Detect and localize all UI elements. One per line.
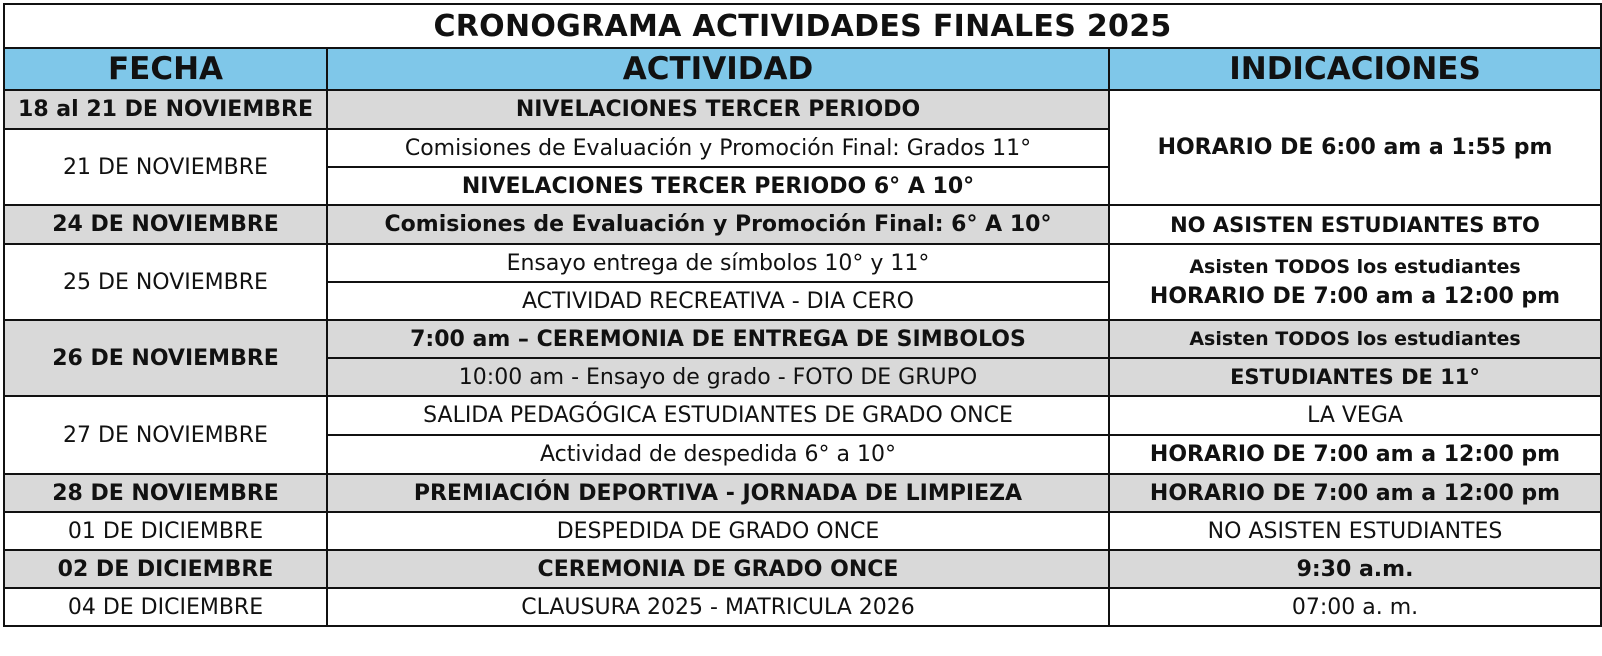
activity-cell: 7:00 am – CEREMONIA DE ENTREGA DE SIMBOLOS [327,320,1109,358]
table-row [4,396,1601,435]
indication-line: Asisten TODOS los estudiantes [1189,256,1521,278]
date-cell: 25 DE NOVIEMBRE [4,244,327,320]
header-indicaciones: INDICACIONES [1109,48,1601,90]
schedule-title: CRONOGRAMA ACTIVIDADES FINALES 2025 [4,4,1601,48]
date-cell: 28 DE NOVIEMBRE [4,474,327,512]
table-row [4,550,1601,588]
table-row [4,244,1601,282]
date-cell: 27 DE NOVIEMBRE [4,396,327,474]
date-cell: 21 DE NOVIEMBRE [4,129,327,205]
activity-cell: NIVELACIONES TERCER PERIODO [327,90,1109,129]
table-row [4,90,1601,129]
table-row [4,588,1601,626]
activity-cell: PREMIACIÓN DEPORTIVA - JORNADA DE LIMPIEZA [327,474,1109,512]
date-cell: 24 DE NOVIEMBRE [4,205,327,244]
title-row [4,4,1601,48]
header-row [4,48,1601,90]
activity-cell: NIVELACIONES TERCER PERIODO 6° A 10° [327,167,1109,205]
indication-cell: 9:30 a.m. [1109,550,1601,588]
activity-cell: DESPEDIDA DE GRADO ONCE [327,512,1109,550]
indication-cell: Asisten TODOS los estudiantes [1109,320,1601,358]
activity-cell: CEREMONIA DE GRADO ONCE [327,550,1109,588]
activity-cell: 10:00 am - Ensayo de grado - FOTO DE GRUPO [327,358,1109,396]
indication-cell: 07:00 a. m. [1109,588,1601,626]
activity-cell: Comisiones de Evaluación y Promoción Final: Grados 11° [327,129,1109,167]
date-cell: 01 DE DICIEMBRE [4,512,327,550]
activity-cell: CLAUSURA 2025 - MATRICULA 2026 [327,588,1109,626]
date-cell: 18 al 21 DE NOVIEMBRE [4,90,327,129]
table-row [4,205,1601,244]
indication-cell: HORARIO DE 6:00 am a 1:55 pm [1109,90,1601,205]
activity-cell: Actividad de despedida 6° a 10° [327,435,1109,474]
activity-cell: SALIDA PEDAGÓGICA ESTUDIANTES DE GRADO ONCE [327,396,1109,435]
activity-cell: ACTIVIDAD RECREATIVA - DIA CERO [327,282,1109,320]
indication-cell: HORARIO DE 7:00 am a 12:00 pm [1109,474,1601,512]
activity-cell: Ensayo entrega de símbolos 10° y 11° [327,244,1109,282]
activity-cell: Comisiones de Evaluación y Promoción Final: 6° A 10° [327,205,1109,244]
indication-cell: NO ASISTEN ESTUDIANTES BTO [1109,205,1601,244]
schedule-table [3,3,1602,627]
indication-cell: NO ASISTEN ESTUDIANTES [1109,512,1601,550]
header-actividad: ACTIVIDAD [327,48,1109,90]
table-row [4,474,1601,512]
schedule-document [3,3,1602,627]
indication-cell: ESTUDIANTES DE 11° [1109,358,1601,396]
date-cell: 02 DE DICIEMBRE [4,550,327,588]
indication-line: HORARIO DE 7:00 am a 12:00 pm [1149,284,1561,309]
date-cell: 26 DE NOVIEMBRE [4,320,327,396]
indication-cell: HORARIO DE 7:00 am a 12:00 pm [1109,435,1601,474]
table-row [4,320,1601,358]
indication-cell [1109,244,1601,320]
date-cell: 04 DE DICIEMBRE [4,588,327,626]
table-row [4,512,1601,550]
header-fecha: FECHA [4,48,327,90]
indication-cell: LA VEGA [1109,396,1601,435]
